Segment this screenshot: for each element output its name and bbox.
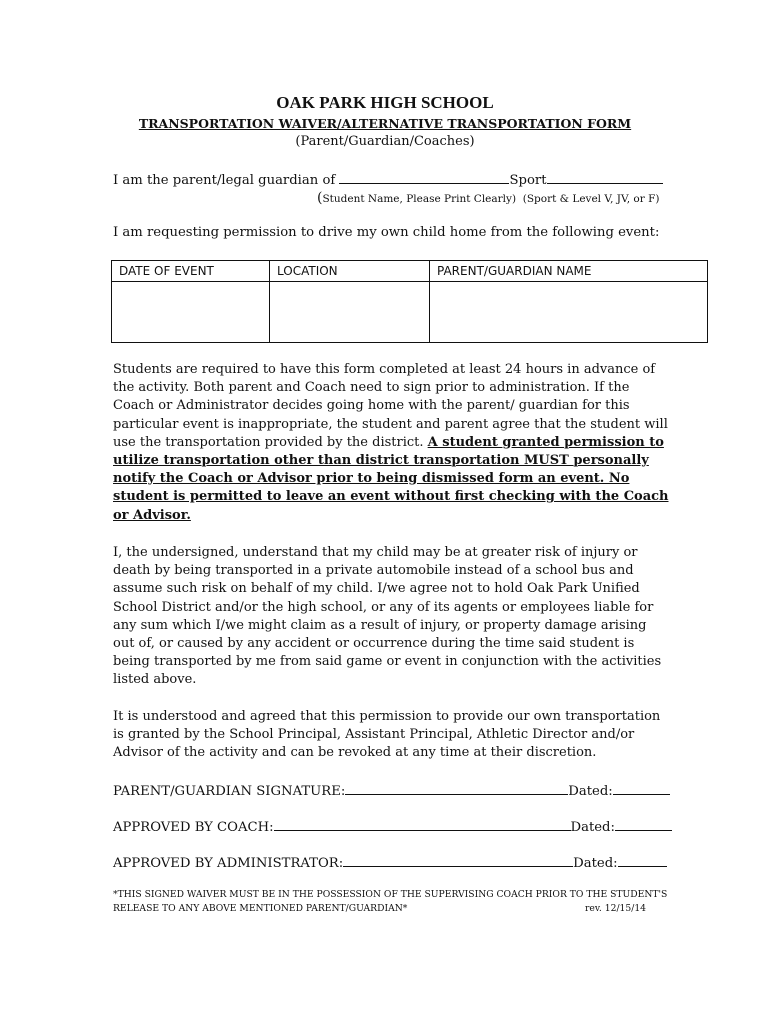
parent-signature-line xyxy=(113,781,670,799)
event-table xyxy=(111,260,708,343)
coach-signature-field[interactable] xyxy=(274,817,571,831)
liability-paragraph: I, the undersigned, understand that my child may be at greater risk of injury or death by being transported in a private automobile instead of a school bus and assume such risk on behalf of my child. I/we agree not to hold Oak Park Unified School District and/or the high school, or any of its agents or employees liable for any sum which I/we might claim as a result of injury, or property damage arising out of, or caused by any accident or occurrence during the time said student is being transported by me from said game or event in conjunction with the activities listed above. xyxy=(113,545,662,688)
event-table-header-row xyxy=(112,261,708,282)
policy-emphasis: A student granted permission to utilize transportation other than district transportation MUST personally notify the Coach or Advisor prior to being dismissed form an event. No student is permitted to leave an event without first checking with the Coach or Advisor. xyxy=(113,434,669,523)
admin-signature-label: APPROVED BY ADMINISTRATOR: xyxy=(113,856,344,871)
footer-line-2: RELEASE TO ANY ABOVE MENTIONED PARENT/GUARDIAN* xyxy=(113,903,408,914)
guardian-hint xyxy=(317,190,660,206)
location-cell[interactable] xyxy=(270,282,430,343)
admin-date-field[interactable] xyxy=(618,853,667,867)
school-title: OAK PARK HIGH SCHOOL xyxy=(276,93,494,112)
coach-signature-line xyxy=(113,817,672,835)
parent-date-field[interactable] xyxy=(613,781,670,795)
permission-paragraph: It is understood and agreed that this permission to provide our own transportation is granted by the School Principal, Assistant Principal, Athletic Director and/or Advisor of the activity and can be revoked at any time at their discretion. xyxy=(113,709,661,761)
sport-label: Sport xyxy=(509,173,547,188)
form-audience: (Parent/Guardian/Coaches) xyxy=(295,134,475,149)
form-title: TRANSPORTATION WAIVER/ALTERNATIVE TRANSPORTATION FORM xyxy=(138,116,632,131)
footer-line-1: *THIS SIGNED WAIVER MUST BE IN THE POSSESSION OF THE SUPERVISING COACH PRIOR TO THE STUDENT'S xyxy=(113,889,668,900)
guardian-prefix: I am the parent/legal guardian of xyxy=(113,173,340,188)
header-parent-guardian-name: PARENT/GUARDIAN NAME xyxy=(430,261,708,282)
coach-dated-label: Dated: xyxy=(570,820,615,835)
request-statement: I am requesting permission to drive my own child home from the following event: xyxy=(113,225,660,240)
hint-open-paren: ( xyxy=(317,190,323,206)
hint-student-name: Student Name, Please Print Clearly) xyxy=(322,193,517,205)
guardian-line xyxy=(113,170,663,188)
parent-dated-label: Dated: xyxy=(568,784,613,799)
date-of-event-cell[interactable] xyxy=(112,282,270,343)
admin-signature-field[interactable] xyxy=(343,853,573,867)
coach-signature-label: APPROVED BY COACH: xyxy=(113,820,274,835)
admin-signature-line xyxy=(113,853,667,871)
event-table-entry-row xyxy=(112,282,708,343)
header-location: LOCATION xyxy=(270,261,430,282)
revision-date: rev. 12/15/14 xyxy=(585,903,647,914)
student-name-field[interactable] xyxy=(339,170,509,184)
header-date-of-event: DATE OF EVENT xyxy=(112,261,270,282)
coach-date-field[interactable] xyxy=(615,817,672,831)
hint-sport-level: (Sport & Level V, JV, or F) xyxy=(522,193,660,205)
policy-paragraph xyxy=(113,361,669,525)
policy-text: Students are required to have this form completed at least 24 hours in advance of the activity. Both parent and Coach need to sign prior to administration. If the Coach or Administrator decides going home with the parent/ guardian for this particular event is inappropriate, the student and parent agree that the student will use the transportation provided by the district. xyxy=(113,362,668,450)
parent-guardian-name-cell[interactable] xyxy=(430,282,708,343)
sport-field[interactable] xyxy=(547,170,663,184)
parent-signature-field[interactable] xyxy=(345,781,568,795)
admin-dated-label: Dated: xyxy=(573,856,618,871)
parent-signature-label: PARENT/GUARDIAN SIGNATURE: xyxy=(113,784,346,799)
